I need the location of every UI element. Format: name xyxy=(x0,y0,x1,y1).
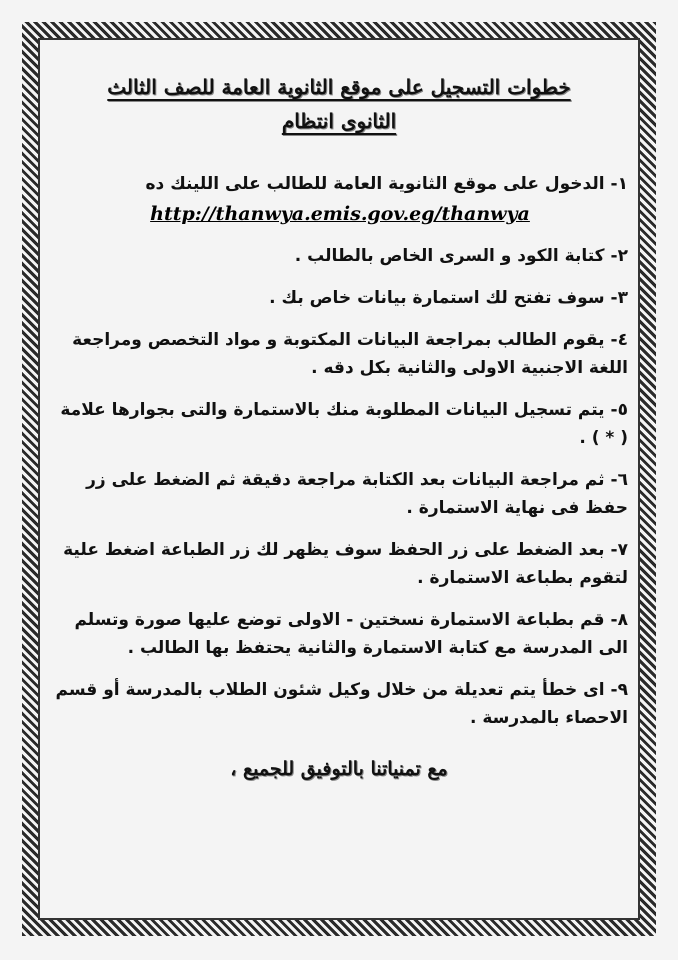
title-line-2: الثانوى انتظام xyxy=(281,109,397,133)
step-number: ٢- xyxy=(610,246,628,266)
step-number: ٦- xyxy=(610,470,628,490)
step-5 xyxy=(52,396,628,452)
registration-link[interactable]: http://thanwya.emis.gov.eg/thanwya xyxy=(150,203,530,225)
page-title xyxy=(44,70,634,138)
step-text: يتم تسجيل البيانات المطلوبة منك بالاستمارة والتى بجوارها علامة ( * ) . xyxy=(60,400,628,448)
step-number: ٩- xyxy=(610,680,628,700)
step-9 xyxy=(52,676,628,732)
step-6 xyxy=(52,466,628,522)
step-text: بعد الضغط على زر الحفظ سوف يظهر لك زر الطباعة اضغط علية لتقوم بطباعة الاستمارة . xyxy=(63,540,628,588)
step-1 xyxy=(52,170,628,228)
step-number: ٤- xyxy=(610,330,628,350)
step-4 xyxy=(52,326,628,382)
title-line-1: خطوات التسجيل على موقع الثانوية العامة للصف الثالث xyxy=(107,75,571,99)
closing-message: مع تمنياتنا بالتوفيق للجميع ، xyxy=(230,758,448,780)
step-text: قم بطباعة الاستمارة نسختين - الاولى توضع عليها صورة وتسلم الى المدرسة مع كتابة الاستمارة والثانية يحتفظ بها الطالب . xyxy=(74,610,628,658)
document-content xyxy=(44,56,634,916)
step-3 xyxy=(52,284,628,312)
step-2 xyxy=(52,242,628,270)
step-number: ٥- xyxy=(610,400,628,420)
step-text: الدخول على موقع الثانوية العامة للطالب على اللينك ده xyxy=(145,174,605,194)
step-text: يقوم الطالب بمراجعة البيانات المكتوبة و مواد التخصص ومراجعة اللغة الاجنبية الاولى والثانية بكل دقه . xyxy=(72,330,628,378)
step-text: ثم مراجعة البيانات بعد الكتابة مراجعة دقيقة ثم الضغط على زر حفظ فى نهاية الاستمارة . xyxy=(86,470,628,518)
step-number: ٧- xyxy=(610,540,628,560)
step-number: ١- xyxy=(610,174,628,194)
step-text: سوف تفتح لك استمارة بيانات خاص بك . xyxy=(269,288,605,308)
step-7 xyxy=(52,536,628,592)
step-number: ٣- xyxy=(610,288,628,308)
steps-list xyxy=(44,170,634,732)
step-number: ٨- xyxy=(610,610,628,630)
step-text: اى خطأ يتم تعديلة من خلال وكيل شئون الطلاب بالمدرسة أو قسم الاحصاء بالمدرسة . xyxy=(55,680,628,728)
step-text: كتابة الكود و السرى الخاص بالطالب . xyxy=(294,246,605,266)
step-8 xyxy=(52,606,628,662)
